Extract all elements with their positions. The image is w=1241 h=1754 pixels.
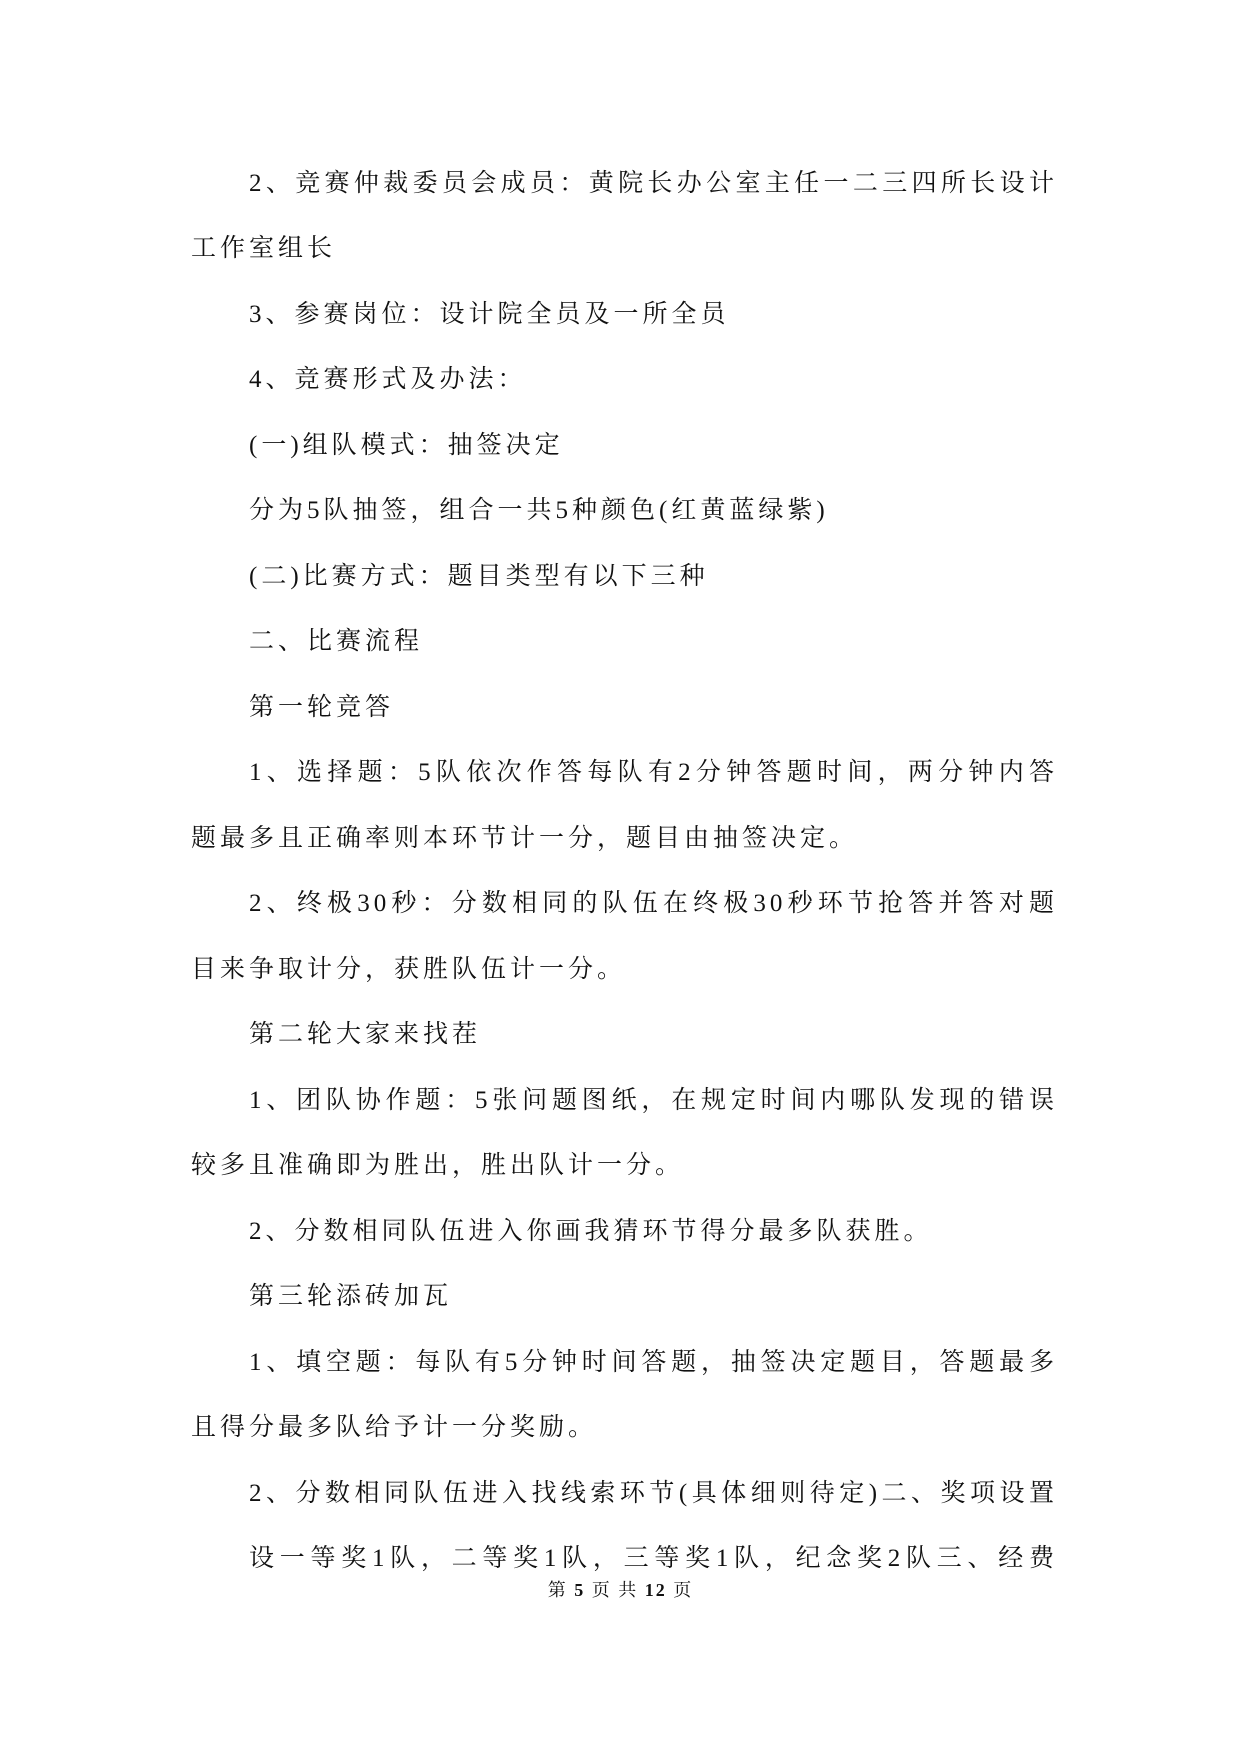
round-two-tiebreak xyxy=(191,1199,1058,1265)
round-two-teamwork xyxy=(191,1068,1058,1199)
team-formation-item xyxy=(191,413,1058,479)
paragraph-line: 设一等奖1队，二等奖1队，三等奖1队，纪念奖2队三、经费 xyxy=(249,1545,1058,1572)
round-two-heading xyxy=(191,1002,1058,1068)
paragraph-line: 3、参赛岗位：设计院全员及一所全员 xyxy=(249,300,730,328)
document-body xyxy=(191,151,1058,1592)
match-format-item xyxy=(191,544,1058,610)
paragraph-line: 较多且准确即为胜出，胜出队计一分。 xyxy=(191,1152,685,1179)
paragraph-line: 1、选择题：5队依次作答每队有2分钟答题时间，两分钟内答 xyxy=(249,759,1058,786)
team-draw-note xyxy=(191,478,1058,544)
paragraph-line: 1、团队协作题：5张问题图纸，在规定时间内哪队发现的错误 xyxy=(249,1086,1058,1114)
round-one-heading xyxy=(191,675,1058,741)
paragraph-line: 分为5队抽签，组合一共5种颜色(红黄蓝绿紫) xyxy=(249,497,829,524)
round-one-multiple-choice xyxy=(191,740,1058,871)
paragraph-line: 第一轮竞答 xyxy=(249,693,395,721)
paragraph-line: 2、终极30秒：分数相同的队伍在终极30秒环节抢答并答对题 xyxy=(249,890,1058,917)
paragraph-line: 第三轮添砖加瓦 xyxy=(249,1283,453,1310)
paragraph-line: 4、竞赛形式及办法： xyxy=(249,366,527,393)
participant-positions-item xyxy=(191,282,1058,348)
page-number: 5 xyxy=(574,1580,586,1600)
page-footer-prefix: 第 xyxy=(547,1580,568,1600)
page-footer xyxy=(0,1578,1241,1602)
paragraph-line: 目来争取计分，获胜队伍计一分。 xyxy=(191,955,627,983)
round-three-tiebreak xyxy=(191,1461,1058,1527)
page-footer-suffix: 页 xyxy=(673,1580,694,1600)
competition-format-item xyxy=(191,347,1058,413)
paragraph-line: 第二轮大家来找茬 xyxy=(249,1021,482,1048)
paragraph-line: 2、分数相同队伍进入找线索环节(具体细则待定)二、奖项设置 xyxy=(249,1479,1058,1507)
paragraph-line: (一)组队模式：抽签决定 xyxy=(249,431,564,459)
round-one-final-30-seconds xyxy=(191,871,1058,1002)
round-three-fill-in xyxy=(191,1330,1058,1461)
section-heading-process xyxy=(191,609,1058,675)
paragraph-line: 且得分最多队给予计一分奖励。 xyxy=(191,1414,598,1441)
paragraph-line: 工作室组长 xyxy=(191,235,337,262)
paragraph-line: 二、比赛流程 xyxy=(249,628,424,655)
paragraph-line: 2、分数相同队伍进入你画我猜环节得分最多队获胜。 xyxy=(249,1217,933,1245)
paragraph-line: (二)比赛方式：题目类型有以下三种 xyxy=(249,562,709,590)
arbitration-committee-item xyxy=(191,151,1058,282)
paragraph-line: 2、竞赛仲裁委员会成员：黄院长办公室主任一二三四所长设计 xyxy=(249,169,1058,197)
page-total: 12 xyxy=(644,1580,667,1600)
paragraph-line: 题最多且正确率则本环节计一分，题目由抽签决定。 xyxy=(191,824,859,852)
round-three-heading xyxy=(191,1264,1058,1330)
page-footer-middle: 页 共 xyxy=(591,1580,639,1600)
paragraph-line: 1、填空题：每队有5分钟时间答题，抽签决定题目，答题最多 xyxy=(249,1348,1058,1376)
